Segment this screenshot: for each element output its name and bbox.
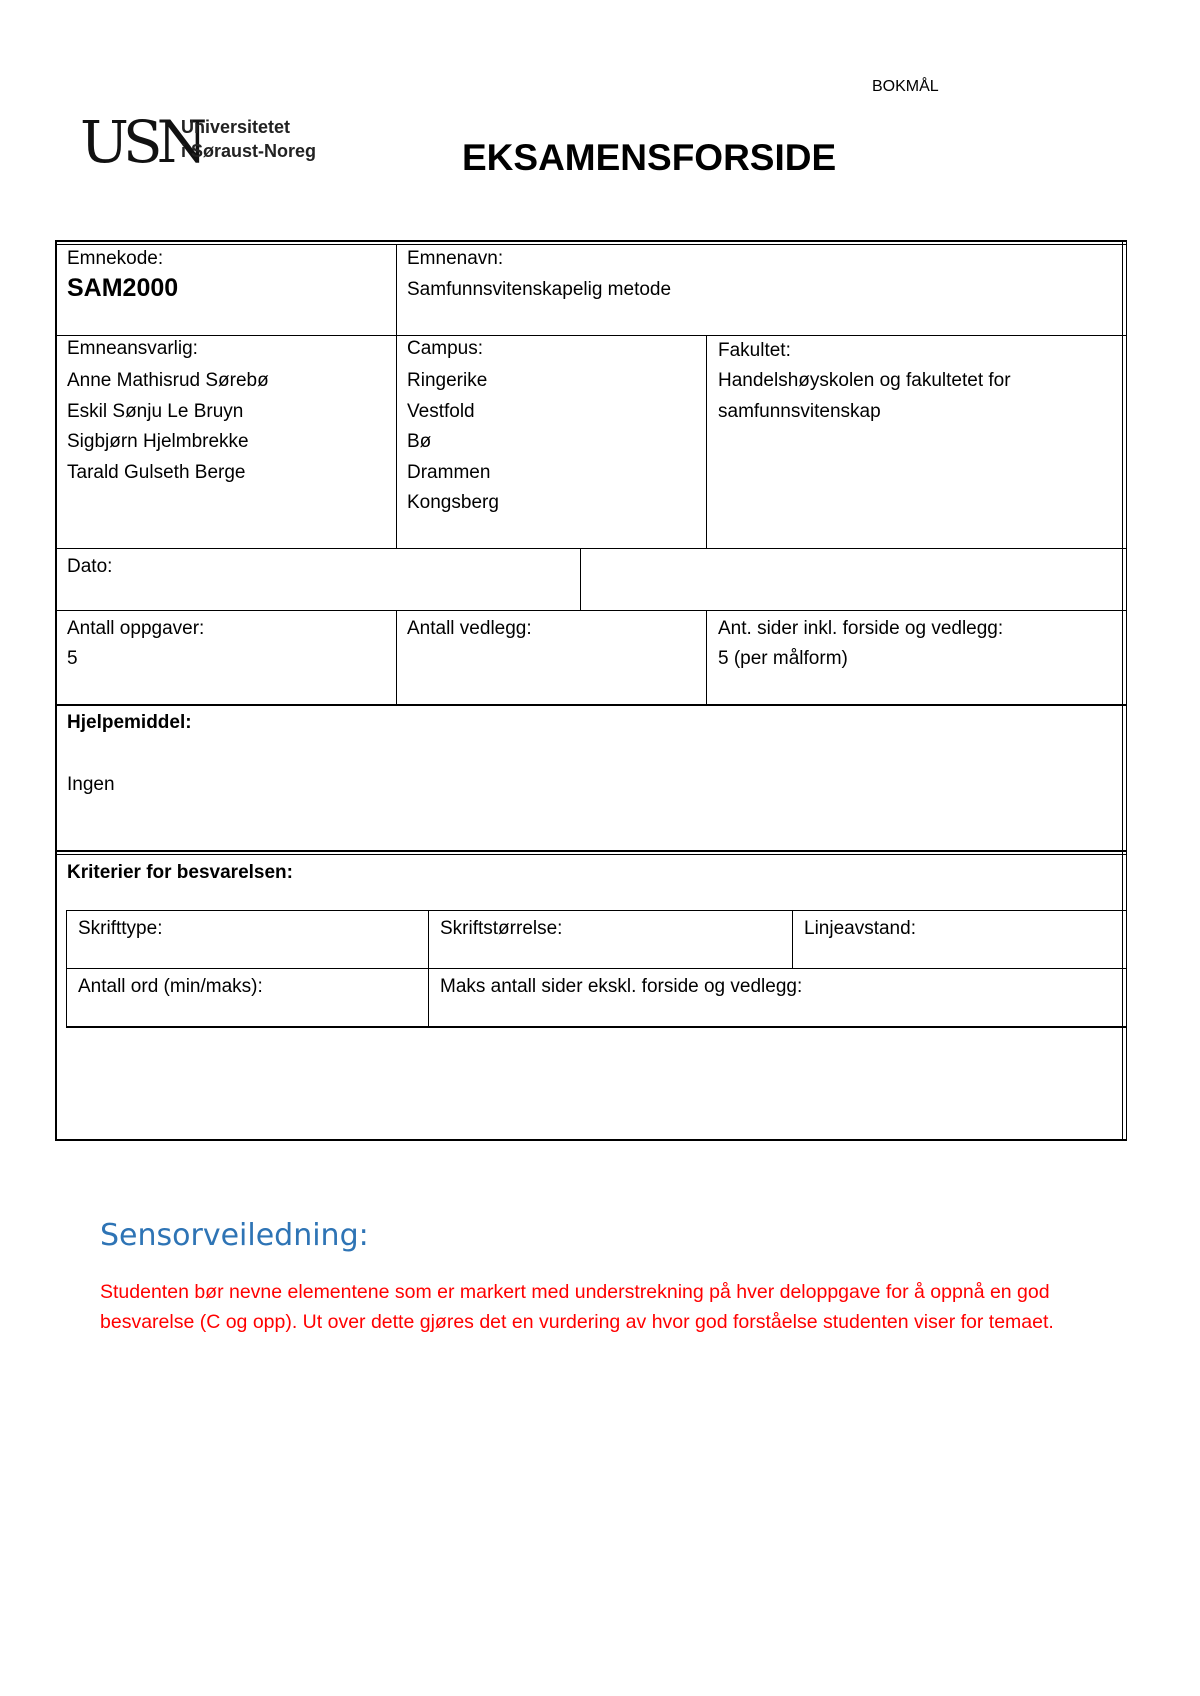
list-item: Ringerike [407, 370, 488, 391]
hjelpemiddel-value: Ingen [67, 774, 115, 795]
fakultet-line: samfunnsvitenskap [718, 400, 881, 422]
table-left-border [55, 240, 57, 1141]
emnenavn-value: Samfunnsvitenskapelig metode [407, 279, 672, 300]
row-divider-4 [55, 704, 1126, 706]
emneansvarlig-label: Emneansvarlig: [67, 338, 198, 359]
antall-ord-label: Antall ord (min/maks): [78, 976, 263, 997]
inner-table-left [66, 910, 67, 1027]
list-item: Vestfold [407, 400, 475, 422]
kriterier-label: Kriterier for besvarelsen: [67, 862, 293, 883]
table-bottom-border [55, 1139, 1127, 1141]
list-item: Drammen [407, 461, 491, 483]
list-item: Sigbjørn Hjelmbrekke [67, 431, 249, 452]
skrifttype-label: Skrifttype: [78, 918, 163, 939]
fakultet-line: Handelshøyskolen og fakultetet for [718, 370, 1011, 391]
page-title: EKSAMENSFORSIDE [462, 137, 837, 178]
row-divider-5b [55, 854, 1126, 855]
col-divider-dato [580, 548, 581, 610]
skriftstorrelse-label: Skriftstørrelse: [440, 918, 563, 939]
emneansvarlig-list [67, 366, 269, 488]
table-top-border-inner [55, 244, 1126, 245]
maks-sider-label: Maks antall sider ekskl. forside og vedlegg: [440, 976, 803, 997]
antall-oppgaver-value: 5 [67, 648, 78, 669]
university-name [181, 115, 316, 163]
ant-sider-label: Ant. sider inkl. forside og vedlegg: [718, 618, 1004, 639]
table-top-border [55, 240, 1126, 242]
language-label: BOKMÅL [872, 78, 939, 95]
col-divider-2 [706, 335, 707, 548]
hjelpemiddel-label: Hjelpemiddel: [67, 712, 192, 733]
inner-col-1 [428, 910, 429, 1027]
inner-table-top [66, 910, 1126, 911]
list-item: Tarald Gulseth Berge [67, 461, 246, 483]
university-name-line2: i Søraust-Noreg [181, 141, 317, 161]
inner-table-bottom [66, 1026, 1126, 1028]
emnekode-value: SAM2000 [67, 274, 179, 302]
row-divider-3 [55, 610, 1126, 611]
fakultet-value [718, 366, 1011, 427]
col-divider-4 [706, 610, 707, 704]
campus-list [407, 366, 499, 519]
antall-oppgaver-label: Antall oppgaver: [67, 618, 205, 639]
antall-vedlegg-label: Antall vedlegg: [407, 618, 532, 639]
university-name-line1: Universitetet [181, 117, 291, 137]
list-item: Anne Mathisrud Sørebø [67, 370, 269, 391]
table-right-border [1122, 240, 1123, 1141]
row-divider-2 [55, 548, 1126, 549]
row-divider-1 [55, 335, 1126, 336]
campus-label: Campus: [407, 338, 484, 359]
usn-logo-icon [80, 108, 202, 176]
list-item: Eskil Sønju Le Bruyn [67, 400, 244, 422]
ant-sider-value: 5 (per målform) [718, 648, 848, 669]
linjeavstand-label: Linjeavstand: [804, 918, 916, 939]
dato-label: Dato: [67, 556, 113, 577]
emnekode-label: Emnekode: [67, 248, 164, 269]
col-divider-1 [396, 244, 397, 548]
sensor-text: Studenten bør nevne elementene som er markert med understrekning på hver deloppgave for å oppnå en god besvarelse (C og opp). Ut over dette gjøres det en vurdering av hvor god forståelse studenten viser for temaet. [100, 1281, 1054, 1333]
list-item: Bø [407, 431, 432, 452]
table-right-border-outer [1126, 240, 1127, 1141]
row-divider-5 [55, 850, 1126, 852]
fakultet-label: Fakultet: [718, 340, 791, 361]
sensor-heading: Sensorveiledning: [100, 1218, 369, 1253]
col-divider-3 [396, 610, 397, 704]
list-item: Kongsberg [407, 492, 499, 513]
emnenavn-label: Emnenavn: [407, 248, 504, 269]
inner-table-mid [66, 968, 1126, 969]
inner-col-2 [792, 910, 793, 968]
logo-mark-text: USN [80, 108, 202, 176]
